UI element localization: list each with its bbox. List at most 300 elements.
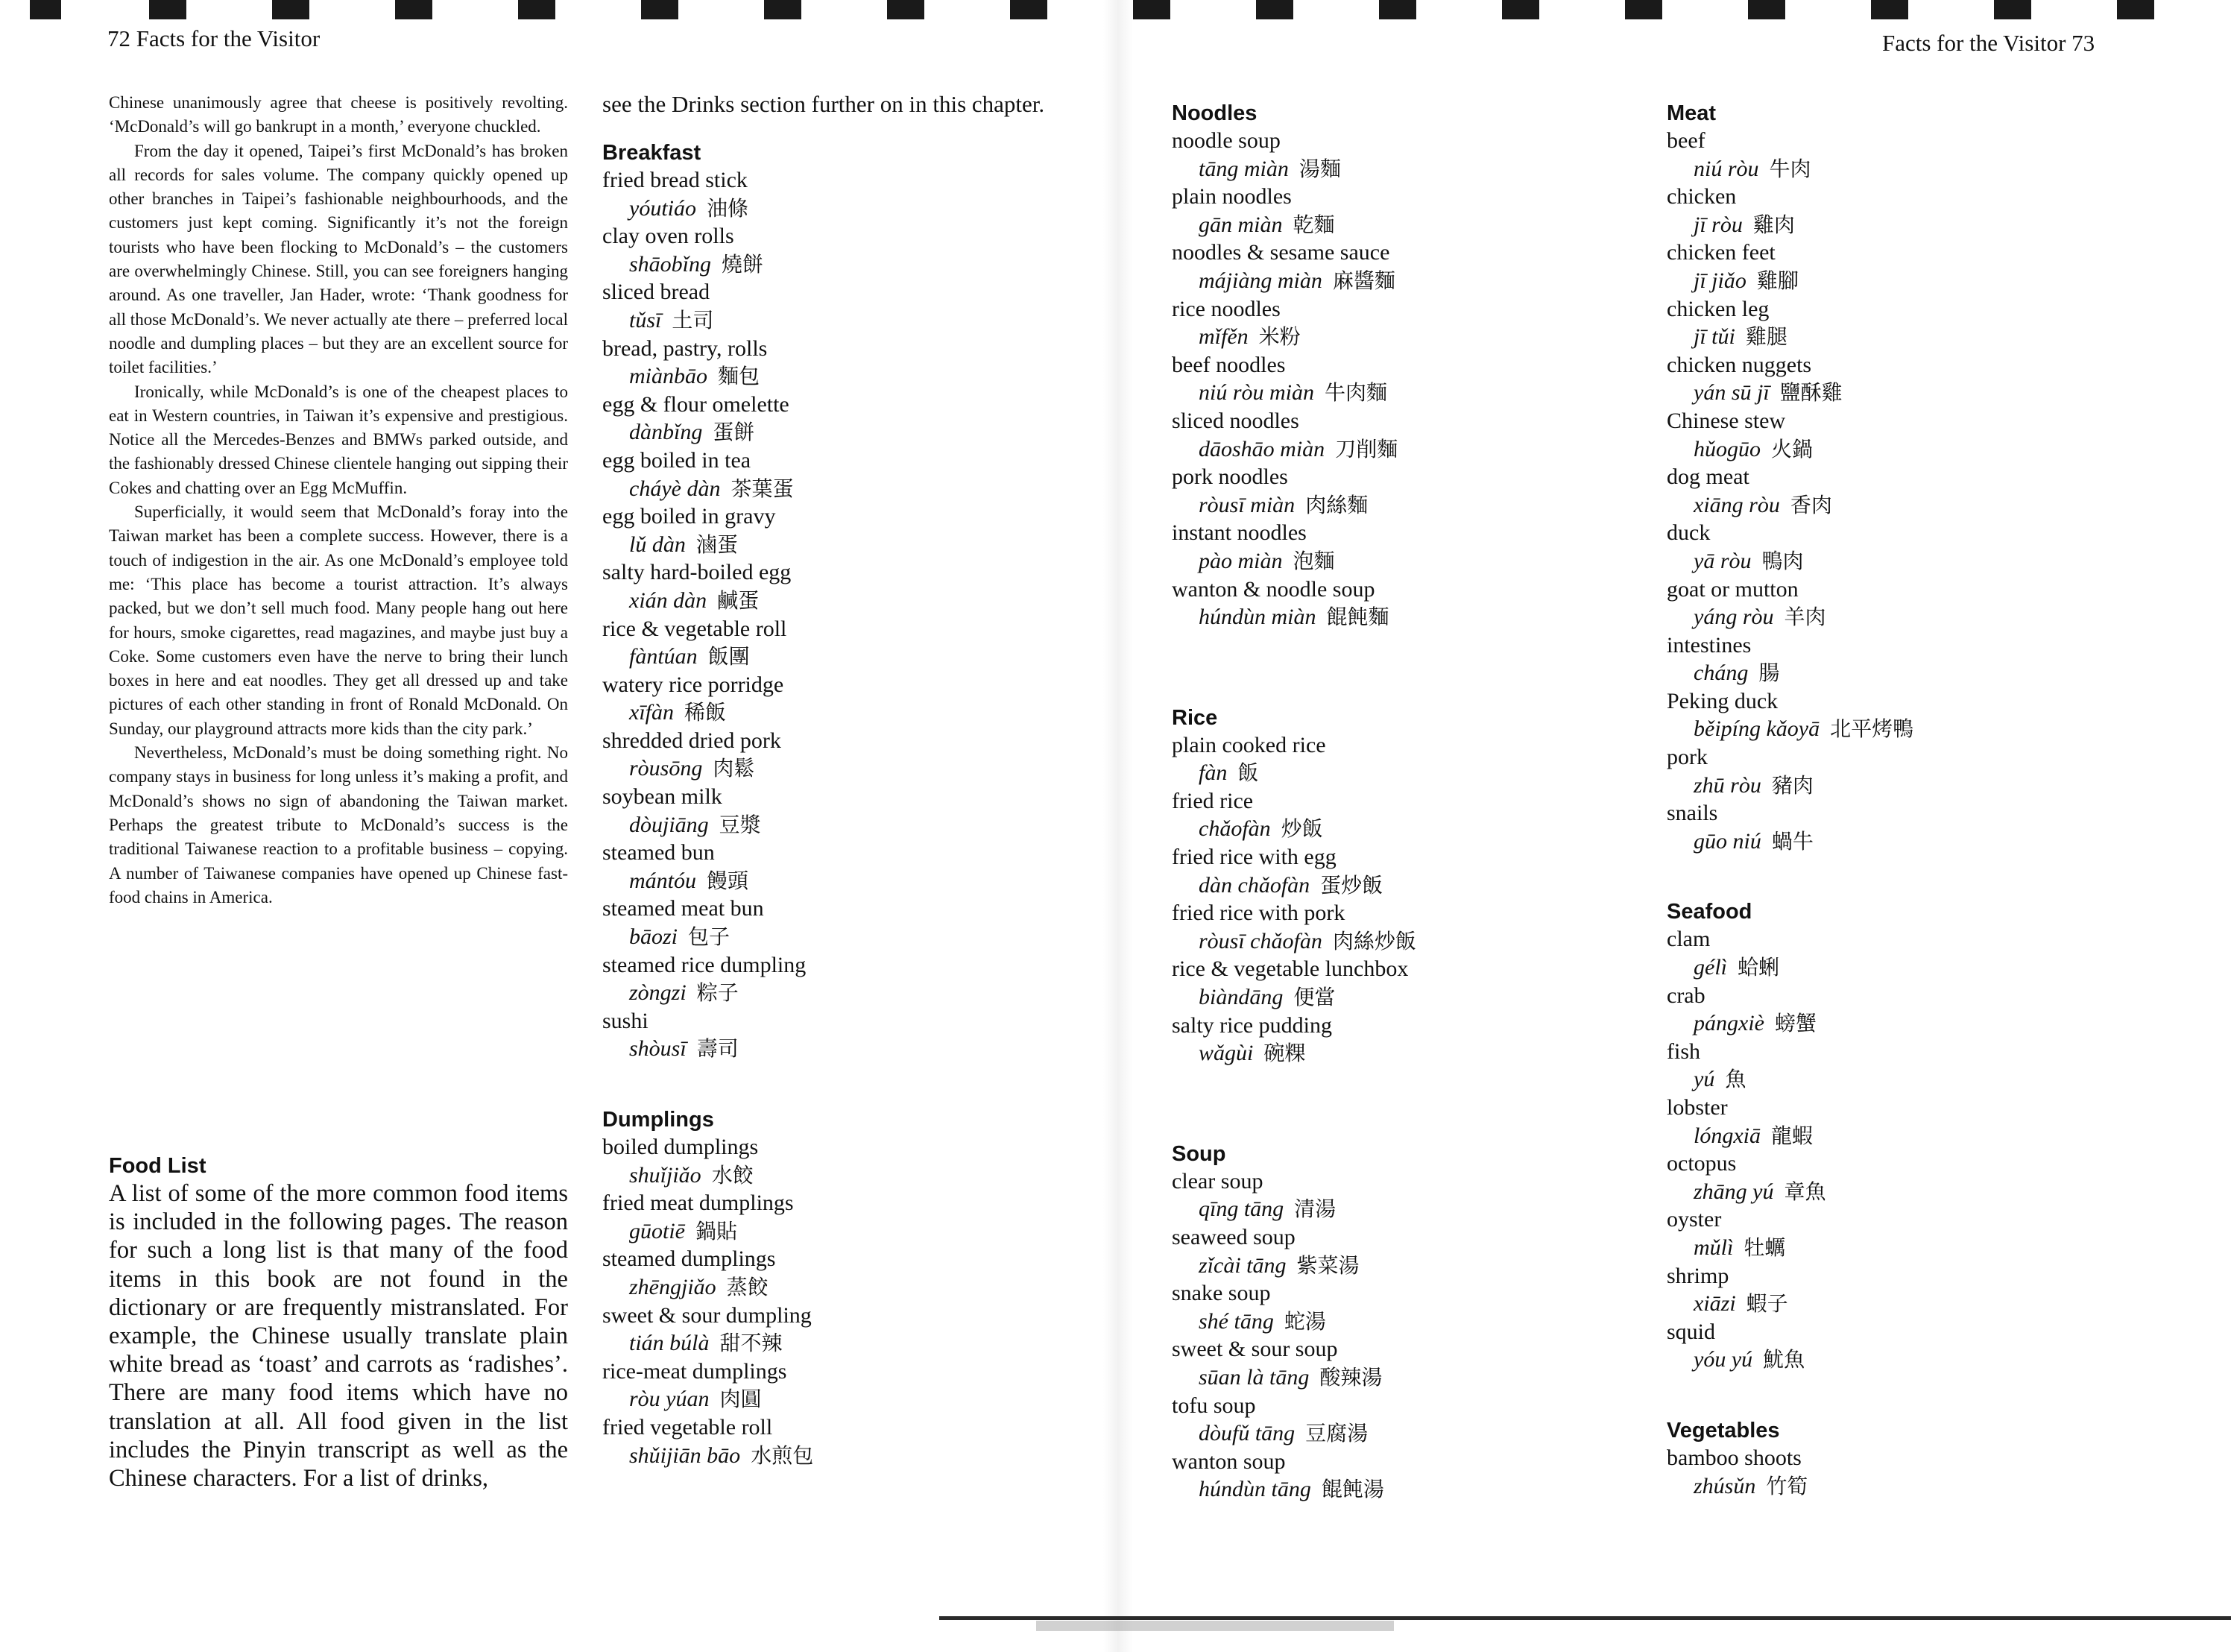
food-item-pinyin: cháng [1694,661,1749,686]
food-list-section [109,1153,568,1492]
food-item-chinese: 雞腿 [1745,324,1787,350]
food-item [1172,899,1649,955]
food-item-pinyin: yóu yú [1694,1347,1753,1372]
food-item [1667,1262,2144,1318]
food-item-english: steamed rice dumpling [602,952,807,977]
food-item-english: shrimp [1667,1263,1729,1288]
food-item-pronunciation [1667,491,2144,520]
food-item-chinese: 螃蟹 [1774,1011,1817,1036]
food-item-pronunciation [1172,815,1649,843]
food-item-pronunciation [602,699,1064,727]
food-item-pronunciation [1172,1475,1649,1504]
food-item-pinyin: jī jiǎo [1694,268,1746,293]
food-item-pinyin: jī ròu [1694,212,1743,237]
food-item-chinese: 酸辣湯 [1319,1364,1383,1390]
food-item-pronunciation [1667,435,2144,464]
food-item-pronunciation [1172,1419,1649,1448]
food-item-english: pork [1667,745,1708,770]
food-item-chinese: 火鍋 [1771,436,1814,461]
food-item-pronunciation [602,754,1064,783]
food-item-pinyin: biàndāng [1199,985,1284,1010]
food-item-chinese: 香肉 [1790,492,1832,517]
food-item-pronunciation [1667,953,2144,982]
food-item-chinese: 水煎包 [751,1443,814,1468]
rice-section [1172,704,1649,1068]
food-item-pronunciation [1667,323,2144,351]
food-item-pronunciation [1172,1308,1649,1336]
food-item-pinyin: shuǐjiǎo [629,1162,701,1188]
food-item-pronunciation [1667,379,2144,407]
food-item-pronunciation [1172,1363,1649,1392]
food-item-pinyin: ròu yúan [629,1387,710,1412]
food-item-pinyin: yán sū jī [1694,380,1770,406]
food-item-chinese: 肉絲炒飯 [1332,928,1416,953]
food-item-pronunciation [602,1329,1064,1358]
food-item-english: shredded dried pork [602,728,781,753]
food-item [1667,183,2144,239]
food-item [602,166,1064,222]
body-paragraph: Ironically, while McDonald’s is one of the cheapest places to eat in Western countries, in Taiwan it’s expensive and prestigious. Notice all the Mercedes-Benzes and BMWs parked outside, and the fashionably dressed Chinese clientele hanging out sipping their Cokes and chatting over an Egg McMuffin. [109,382,568,497]
dumplings-section [602,1106,1064,1469]
food-item-pinyin: xiāng ròu [1694,492,1780,517]
food-item [1667,1038,2144,1094]
food-item-pinyin: dāoshāo miàn [1199,436,1325,461]
food-item-pronunciation [1172,435,1649,464]
food-item-chinese: 蛋炒飯 [1320,872,1383,898]
food-item-pronunciation [1667,715,2144,743]
food-item-english: sliced noodles [1172,408,1299,433]
food-item-english: fried vegetable roll [602,1414,773,1440]
food-item-english: salty rice pudding [1172,1012,1332,1038]
food-item-chinese: 清湯 [1294,1197,1337,1222]
food-item-pinyin: zhū ròu [1694,772,1761,798]
right-column-2 [1667,100,2144,1500]
left-page-header: 72 Facts for the Visitor [107,25,321,51]
food-item-english: steamed bun [602,840,715,866]
food-item-pinyin: dàn chǎofàn [1199,872,1310,898]
drinks-continuation: see the Drinks section further on in this chapter. [602,91,1045,117]
food-item [602,1413,1064,1469]
food-item [1667,1150,2144,1205]
food-item-chinese: 水餃 [711,1162,754,1188]
food-item-pinyin: ròusī miàn [1199,492,1296,517]
food-item-english: snails [1667,801,1718,826]
food-item-pinyin: gūo niú [1694,828,1761,854]
food-item-pinyin: wǎgùi [1199,1041,1254,1066]
food-item-chinese: 章魚 [1784,1179,1826,1204]
food-item-english: sushi [602,1008,649,1033]
food-item [1172,1335,1649,1391]
food-item-chinese: 便當 [1293,985,1336,1010]
food-item [602,671,1064,727]
food-item [602,1007,1064,1063]
food-item-pinyin: chǎofàn [1199,816,1271,842]
food-item [602,1358,1064,1413]
scan-artifact-smudge [1036,1621,1394,1631]
food-item-chinese: 雞肉 [1752,212,1795,237]
food-item [1667,982,2144,1038]
food-item-pronunciation [1172,1195,1649,1223]
food-item [1667,351,2144,407]
food-item-pronunciation [1667,1472,2144,1501]
food-item-pinyin: bāozi [629,924,678,950]
food-item-english: rice-meat dumplings [602,1358,787,1384]
food-item-english: sweet & sour dumpling [602,1302,812,1328]
food-item [1172,731,1649,787]
food-item-english: clam [1667,927,1711,952]
food-item-english: Chinese stew [1667,408,1786,433]
food-item-pinyin: yú [1694,1067,1715,1092]
food-item-chinese: 包子 [688,924,730,950]
food-item-pinyin: běipíng kǎoyā [1694,716,1820,742]
food-item-pinyin: zhúsǔn [1694,1473,1756,1498]
food-item-english: beef [1667,128,1705,153]
food-item-pronunciation [1172,871,1649,900]
food-item-chinese: 稀飯 [684,700,727,725]
food-item-english: plain noodles [1172,184,1292,209]
section-heading: Breakfast [602,141,701,165]
food-item-pinyin: zǐcài tāng [1199,1252,1287,1278]
food-item-pinyin: miànbāo [629,364,707,389]
food-item [1172,127,1649,183]
food-item-chinese: 飯團 [707,644,750,669]
food-item-english: bamboo shoots [1667,1445,1802,1470]
section-heading: Vegetables [1667,1418,1780,1443]
food-item-chinese: 飯 [1237,760,1259,786]
food-item-pronunciation [602,1442,1064,1470]
food-item-english: soybean milk [602,784,722,810]
food-item-pronunciation [1667,1290,2144,1318]
food-item [1667,576,2144,631]
food-item-english: fried bread stick [602,168,748,192]
food-item-pronunciation [602,1161,1064,1190]
food-item [1667,687,2144,743]
food-item [1667,127,2144,183]
food-item-pinyin: yóutiáo [629,195,696,221]
noodles-section [1172,100,1649,631]
food-item [602,447,1064,502]
food-item [1172,1167,1649,1223]
food-item-pronunciation [1667,155,2144,183]
section-heading: Seafood [1667,900,1752,924]
food-item-chinese: 蒸餃 [726,1274,769,1299]
food-item [602,895,1064,950]
food-item [602,951,1064,1007]
food-item [602,1133,1064,1189]
food-item-chinese: 粽子 [696,980,739,1006]
food-item-english: plain cooked rice [1172,732,1326,757]
food-item-english: sliced bread [602,280,710,305]
food-item-chinese: 北平烤鴨 [1830,716,1914,742]
food-item-chinese: 鹽酥雞 [1779,380,1843,406]
food-item-chinese: 竹筍 [1766,1473,1808,1498]
food-item-pinyin: dànbǐng [629,420,703,445]
food-item-chinese: 乾麵 [1293,212,1335,237]
food-item-pinyin: gūotiē [629,1218,685,1243]
food-item-english: beef noodles [1172,352,1286,377]
food-item-chinese: 餛飩湯 [1321,1477,1384,1502]
food-item-english: wanton soup [1172,1448,1286,1474]
food-item-english: fried rice with pork [1172,901,1345,926]
food-item-pronunciation [1172,211,1649,239]
food-item-pinyin: májiàng miàn [1199,268,1322,293]
food-item-pinyin: cháyè dàn [629,476,721,501]
food-item-english: steamed meat bun [602,896,764,921]
food-item [1172,183,1649,239]
food-item-pronunciation [602,811,1064,839]
food-item-pronunciation [1667,1346,2144,1374]
food-item [1667,799,2144,855]
scan-artifact-line [939,1616,2231,1620]
food-item-chinese: 蝦子 [1746,1291,1788,1317]
food-item-chinese: 龍蝦 [1771,1123,1814,1148]
food-item-pronunciation [1172,267,1649,295]
food-item-chinese: 蝸牛 [1771,828,1814,854]
food-item-pinyin: shāobǐng [629,251,712,277]
food-item-pronunciation [602,587,1064,615]
food-item-chinese: 鹹蛋 [717,587,760,613]
food-item-pinyin: mǐfěn [1199,324,1249,350]
food-item-english: watery rice porridge [602,672,784,697]
food-item-english: clear soup [1172,1168,1263,1194]
food-item-pinyin: niú ròu [1694,156,1759,181]
body-paragraph: Nevertheless, McDonald’s must be doing something right. No company stays in business for long unless it’s making a profit, and McDonald’s shows no sign of abandoning the Taiwan market. Perhaps the greatest tribute to McDonald’s success is the traditional Taiwanese reaction to a profitable business – copying. A number of Taiwanese companies have opened up Chinese fast-food chains in America. [109,743,568,907]
food-item-chinese: 腸 [1758,661,1780,686]
food-item-english: dog meat [1667,464,1749,490]
food-item-pronunciation [602,643,1064,671]
food-item-english: clay oven rolls [602,224,734,249]
food-item-pronunciation [1667,1065,2144,1094]
food-item-pronunciation [1172,547,1649,576]
food-item-pinyin: gélì [1694,955,1727,980]
food-item-pinyin: tǔsī [629,307,662,332]
left-column-2 [602,89,1064,1469]
food-item-english: fried rice [1172,788,1254,813]
food-item-pinyin: pángxiè [1694,1011,1764,1036]
food-item [602,502,1064,558]
food-item [1667,407,2144,463]
food-item [1667,925,2144,981]
food-item [1172,1279,1649,1335]
food-item-chinese: 肉絲麵 [1305,492,1369,517]
section-heading: Meat [1667,101,1717,125]
food-item [602,839,1064,895]
food-item-english: sweet & sour soup [1172,1337,1338,1362]
food-item-pronunciation [602,531,1064,559]
food-item-chinese: 油條 [707,195,749,221]
food-item-pronunciation [1667,1122,2144,1150]
food-item-pronunciation [602,418,1064,447]
food-item [1667,1094,2144,1150]
food-item-chinese: 雞腳 [1756,268,1799,293]
food-item-pronunciation [602,923,1064,951]
vegetables-section [1667,1417,2144,1500]
food-item-pronunciation [602,867,1064,895]
food-item-pronunciation [1172,1252,1649,1280]
food-item-pinyin: gān miàn [1199,212,1283,237]
food-item-chinese: 湯麵 [1298,156,1341,181]
food-item-pinyin: mǔlì [1694,1235,1734,1260]
food-item-pinyin: dòujiāng [629,812,709,837]
left-column-1 [109,91,568,909]
food-item-pinyin: sūan là tāng [1199,1364,1310,1390]
food-item-pinyin: fàntúan [629,644,698,669]
food-item-pinyin: qīng tāng [1199,1197,1284,1222]
food-item-pinyin: yáng ròu [1694,605,1774,630]
food-item [1667,463,2144,519]
food-item-english: duck [1667,520,1711,546]
food-item-pronunciation [602,250,1064,279]
food-item-pinyin: xīfàn [629,700,674,725]
food-item [1172,351,1649,407]
food-item-chinese: 牛肉麵 [1325,380,1388,406]
food-item-english: pork noodles [1172,464,1288,490]
food-item-pinyin: mántóu [629,868,696,893]
food-item [1172,1392,1649,1448]
food-item-chinese: 滷蛋 [695,532,738,557]
food-item-pronunciation [1667,827,2144,856]
food-item [1667,1205,2144,1261]
food-item [1667,1444,2144,1500]
breakfast-section [602,139,1064,1063]
food-item-english: rice noodles [1172,296,1281,321]
food-item-chinese: 刀削麵 [1335,436,1398,461]
food-item-pronunciation [1172,927,1649,956]
food-item-pronunciation [1667,1234,2144,1262]
food-item-chinese: 豆漿 [719,812,761,837]
food-item-chinese: 土司 [672,307,714,332]
food-item-pronunciation [1667,267,2144,295]
section-heading: Dumplings [602,1108,714,1132]
food-item-pronunciation [1667,603,2144,631]
food-item-chinese: 蛋餅 [713,420,755,445]
food-item-english: chicken nuggets [1667,352,1812,377]
food-item-pinyin: lǔ dàn [629,532,686,557]
food-item-chinese: 麻醬麵 [1332,268,1395,293]
food-item-pinyin: dòufǔ tāng [1199,1421,1296,1446]
food-item [602,1302,1064,1358]
food-item [1172,843,1649,899]
food-list-intro: A list of some of the more common food items is included in the following pages. The reason for such a long list is that many of the food items in this book are not found in the dictionary or are frequently mistranslated. For example, the Chinese usually translate plain white bread as ‘toast’ and carrots as ‘radishes’. There are many food items which have no translation at all. All food given in the list includes the Pinyin transcript as well as the Chinese characters. For a list of drinks, [109,1180,568,1492]
section-heading: Rice [1172,705,1218,730]
food-item-pronunciation [1172,983,1649,1012]
food-item-chinese: 蛇湯 [1284,1308,1326,1334]
food-item-english: snake soup [1172,1281,1271,1306]
food-item-english: chicken feet [1667,240,1776,265]
food-item-pronunciation [1172,603,1649,631]
body-paragraph: Superficially, it would seem that McDonald’s foray into the Taiwan market has been a complete success. However, there is a touch of indigestion in the air. As one McDonald’s employee told me: ‘This place has become a tourist attraction. It’s always packed, but we don’t sell much food. Many people hang out here for hours, smoke cigarettes, read magazines, and maybe just buy a Coke. Some customers even have the nerve to bring their lunch boxes in here and eat noodles. They get all dressed up and take pictures of each other standing in front of Ronald McDonald. On Sunday, our playground attracts more kids than the city park.’ [109,502,568,738]
food-item-pinyin: húndùn miàn [1199,605,1316,630]
food-item [602,1245,1064,1301]
food-item-english: lobster [1667,1095,1728,1120]
food-item-pinyin: hǔogūo [1694,436,1761,461]
food-item-english: chicken [1667,184,1737,209]
soup-section [1172,1141,1649,1504]
food-item [1172,1012,1649,1068]
food-item-english: fried rice with egg [1172,845,1337,870]
food-item-pronunciation [1172,759,1649,787]
food-item-pinyin: zhāng yú [1694,1179,1774,1204]
food-item-english: intestines [1667,632,1752,658]
food-item-pronunciation [1667,772,2144,800]
food-item-pinyin: shé tāng [1199,1308,1274,1334]
body-paragraph: Chinese unanimously agree that cheese is positively revolting. ‘McDonald’s will go bankrupt in a month,’ everyone chuckled. [109,93,568,136]
food-item-chinese: 泡麵 [1293,548,1335,573]
section-heading: Noodles [1172,101,1257,125]
food-item-pronunciation [1172,155,1649,183]
page-gutter [1103,0,1133,1652]
food-item-pinyin: xián dàn [629,587,707,613]
food-item-chinese: 豬肉 [1771,772,1814,798]
food-item-pronunciation [1667,1009,2144,1038]
food-item-english: noodles & sesame sauce [1172,240,1390,265]
section-heading: Soup [1172,1141,1226,1166]
seafood-section [1667,898,2144,1374]
food-item [1172,519,1649,575]
food-item [602,335,1064,391]
food-item [1172,463,1649,519]
food-item [1667,295,2144,351]
food-item-pinyin: shòusī [629,1036,687,1062]
food-item-pinyin: shǔijiān bāo [629,1443,741,1468]
food-item-pinyin: tián búlà [629,1331,710,1356]
food-item-pronunciation [602,475,1064,503]
food-item [1172,239,1649,294]
right-column-1 [1172,100,1649,1504]
food-item-chinese: 米粉 [1258,324,1301,350]
food-item-english: egg boiled in gravy [602,504,776,529]
food-item [602,558,1064,614]
food-item [1172,1223,1649,1279]
food-item-english: oyster [1667,1207,1722,1232]
food-item [1667,239,2144,294]
food-item-chinese: 麵包 [718,364,760,389]
body-paragraph: From the day it opened, Taipei’s first McDonald’s has broken all records for sales volume. The company quickly opened up other branches in Taipei’s fashionable neighbourhoods, and the customers just kept coming. Significantly it’s not the foreign tourists who have been flocking to McDonald’s – the customers are overwhelmingly Chinese. Still, you can see foreigners hanging around. As one traveller, Jan Hader, wrote: ‘Thank goodness for all those McDonald’s. We never actually ate there – preferred local noodle and dumpling places – but they are an excellent source for toilet facilities.’ [109,141,568,377]
food-item-chinese: 羊肉 [1784,605,1826,630]
food-item-pronunciation [1172,379,1649,407]
food-item [602,615,1064,671]
food-item-pronunciation [1667,1178,2144,1206]
food-item [1667,743,2144,799]
food-item-pronunciation [1667,547,2144,576]
food-item-english: steamed dumplings [602,1246,776,1272]
food-item-pinyin: lóngxiā [1694,1123,1761,1148]
food-item-english: goat or mutton [1667,576,1799,602]
food-item-pinyin: tāng miàn [1199,156,1289,181]
food-item-pinyin: niú ròu miàn [1199,380,1315,406]
food-item-pinyin: ròusī chǎofàn [1199,928,1322,953]
food-item [602,222,1064,278]
food-item-pinyin: zhēngjiǎo [629,1274,716,1299]
food-item-pronunciation [602,1035,1064,1063]
food-item-chinese: 甜不辣 [719,1331,783,1356]
food-item [1172,955,1649,1011]
food-item-pronunciation [602,1217,1064,1246]
food-item-pinyin: fàn [1199,760,1228,786]
food-item-english: boiled dumplings [602,1135,759,1159]
food-item-pronunciation [602,1385,1064,1413]
food-item-english: tofu soup [1172,1393,1256,1418]
food-item-chinese: 茶葉蛋 [730,476,794,501]
food-item-english: seaweed soup [1172,1225,1296,1249]
food-item [602,278,1064,334]
food-item-english: bread, pastry, rolls [602,335,768,361]
food-item-pinyin: xiāzi [1694,1291,1736,1317]
food-item-chinese: 鴨肉 [1761,548,1804,573]
food-item-pinyin: yā ròu [1694,548,1752,573]
food-item-chinese: 餛飩麵 [1326,605,1389,630]
food-item [1172,1448,1649,1504]
